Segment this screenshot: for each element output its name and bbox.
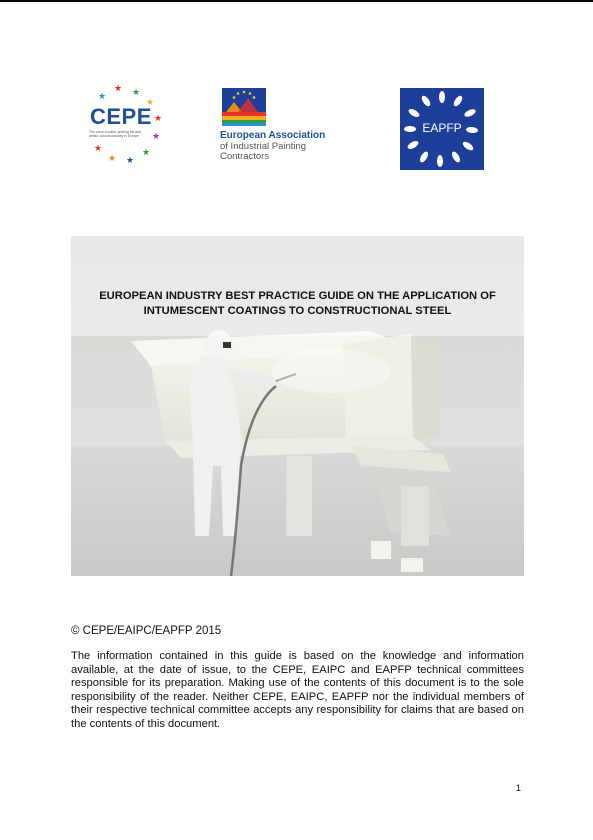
cepe-tagline: The voice of paint, printing ink and artists' colours industry in Europe: [89, 130, 141, 138]
eaipc-name-line1: European Association: [220, 130, 326, 141]
document-title: [71, 289, 524, 319]
eapfp-wordmark: EAPFP: [422, 121, 462, 135]
eaipc-emblem-icon: [222, 88, 266, 126]
star-icon: ★: [108, 153, 117, 163]
document-title-line2: INTUMESCENT COATINGS TO CONSTRUCTIONAL STEEL: [143, 305, 452, 317]
star-icon: ★: [94, 143, 103, 153]
spray-painting-photo: [71, 236, 524, 576]
copyright-notice: © CEPE/EAIPC/EAPFP 2015: [71, 625, 222, 637]
eaipc-name-line2: of Industrial Painting: [220, 141, 307, 152]
star-icon: ★: [152, 131, 161, 141]
cepe-wordmark: CEPE: [90, 104, 152, 129]
document-title-line1: EUROPEAN INDUSTRY BEST PRACTICE GUIDE ON THE APPLICATION OF: [99, 290, 496, 302]
disclaimer-paragraph: The information contained in this guide is based on the knowledge and information available, at the date of issue, to the CEPE, EAIPC and EAPFP technical committees responsible for its preparation. Making use of the contents of this document is to the sole responsibility of the reader. Neither CEPE, EAIPC, EAPFP nor the individual members of their respective technical committee accepts any responsibility for claims that are based on the contents of this document.: [71, 650, 524, 730]
eaipc-name-line3: Contractors: [220, 151, 270, 162]
page-number: 1: [516, 783, 522, 793]
star-icon: ★: [154, 113, 163, 123]
eapfp-logo: [400, 88, 484, 170]
star-icon: ★: [142, 147, 151, 157]
star-icon: ★: [132, 87, 141, 97]
star-icon: ★: [146, 97, 155, 107]
cover-photo: [71, 236, 524, 576]
cepe-logo: [84, 84, 164, 166]
star-icon: ★: [98, 91, 107, 101]
star-icon: ★: [126, 155, 135, 165]
star-icon: ★: [114, 83, 123, 93]
eaipc-logo: [220, 88, 340, 168]
page-top-rule: [0, 0, 593, 2]
